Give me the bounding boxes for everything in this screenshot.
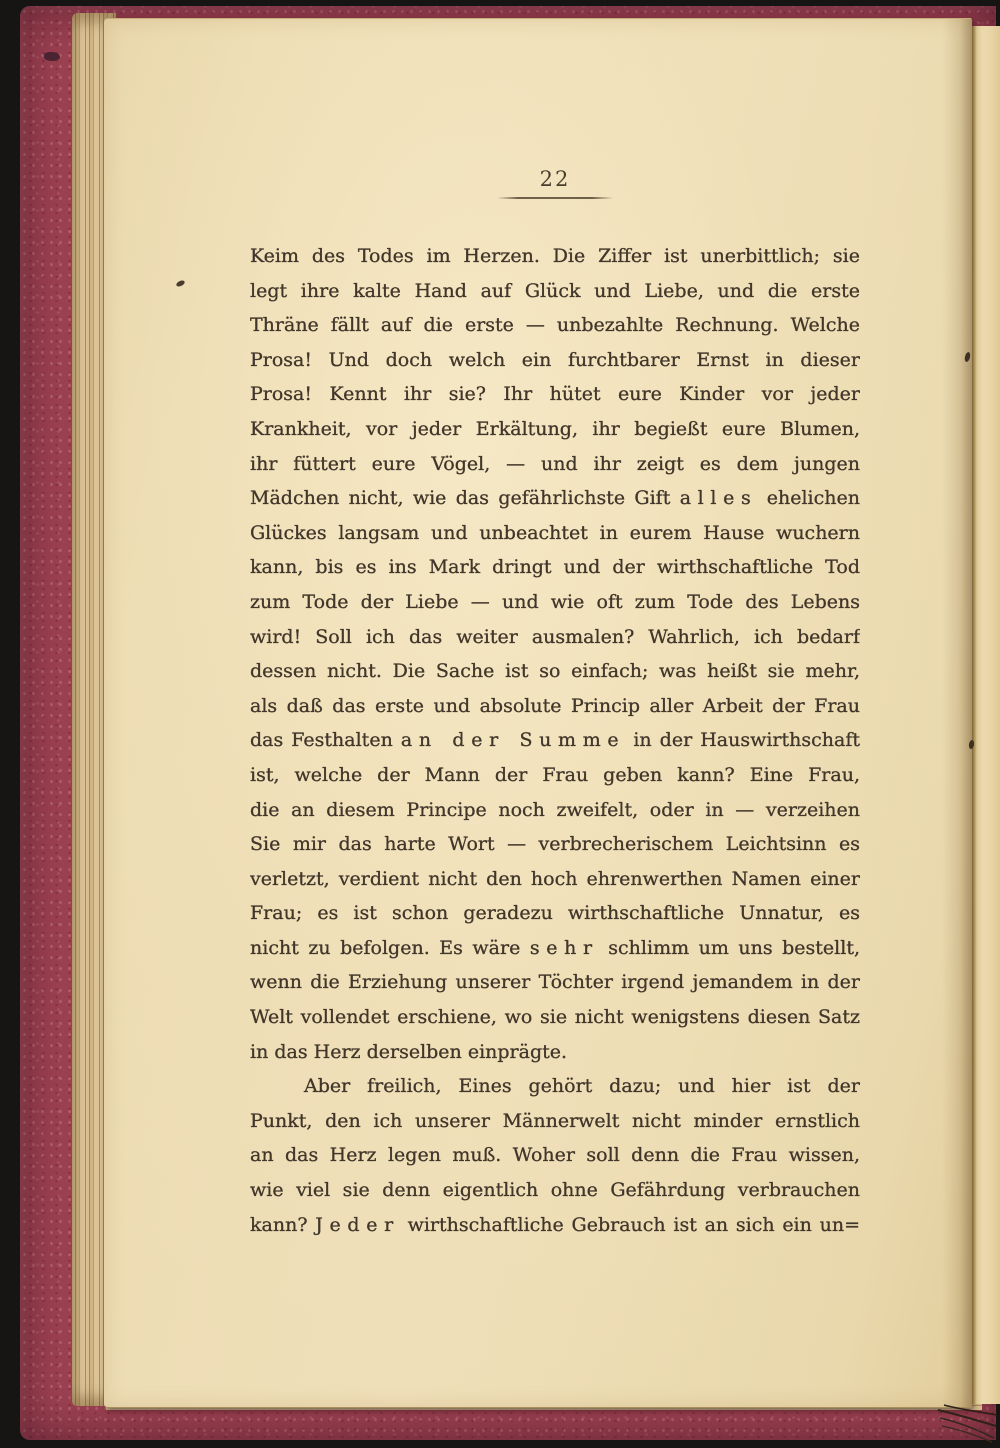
- text-line: Mädchen nicht, wie das gefährlichste Gift alles ehelichen: [250, 487, 860, 510]
- text-line: wird! Soll ich das weiter ausmalen? Wahrlich, ich bedarf: [250, 625, 860, 648]
- text-line: Thräne fällt auf die erste — unbezahlte Rechnung. Welche: [250, 314, 860, 337]
- page-number-rule: [497, 197, 613, 199]
- page-number: 22: [539, 167, 571, 191]
- text-line: kann, bis es ins Mark dringt und der wirthschaftliche Tod: [250, 556, 860, 579]
- text-line: Prosa! Und doch welch ein furchtbarer Ernst in dieser: [250, 348, 860, 371]
- text-line: dessen nicht. Die Sache ist so einfach; was heißt sie mehr,: [250, 660, 860, 683]
- text-line: als daß das erste und absolute Princip aller Arbeit der Frau: [250, 694, 860, 717]
- text-line: wie viel sie denn eigentlich ohne Gefährdung verbrauchen: [250, 1179, 860, 1202]
- text-line: ist, welche der Mann der Frau geben kann? Eine Frau,: [250, 763, 860, 786]
- text-line: Prosa! Kennt ihr sie? Ihr hütet eure Kinder vor jeder: [250, 383, 860, 406]
- text-line: Glückes langsam und unbeachtet in eurem Hause wuchern: [250, 521, 860, 544]
- text-line: wenn die Erziehung unserer Töchter irgend jemandem in der: [250, 971, 860, 994]
- text-line: verletzt, verdient nicht den hoch ehrenwerthen Namen einer: [250, 867, 860, 890]
- text-line: Frau; es ist schon geradezu wirthschaftliche Unnatur, es: [250, 902, 860, 925]
- text-line: in das Herz derselben einprägte.: [250, 1040, 568, 1063]
- text-line: das Festhalten an der Summe in der Hauswirthschaft: [250, 729, 860, 752]
- text-line: kann? Jeder wirthschaftliche Gebrauch ist an sich ein un=: [250, 1213, 860, 1236]
- page-header: [250, 167, 860, 199]
- binding-thread-tassel: [936, 1400, 1000, 1446]
- text-line: nicht zu befolgen. Es wäre sehr schlimm um uns bestellt,: [250, 936, 860, 959]
- text-line: Aber freilich, Eines gehört dazu; und hier ist der: [304, 1075, 860, 1098]
- text-line: an das Herz legen muß. Woher soll denn die Frau wissen,: [250, 1144, 860, 1167]
- text-line: Keim des Todes im Herzen. Die Ziffer ist unerbittlich; sie: [250, 245, 860, 267]
- text-line: legt ihre kalte Hand auf Glück und Liebe, und die erste: [250, 279, 860, 302]
- text-line: Sie mir das harte Wort — verbrecherischem Leichtsinn es: [250, 833, 860, 856]
- book-page: [104, 18, 972, 1408]
- text-line: Krankheit, vor jeder Erkältung, ihr begießt eure Blumen,: [250, 417, 860, 440]
- text-line: zum Tode der Liebe — und wie oft zum Tode des Lebens: [250, 590, 860, 613]
- text-line: ihr füttert eure Vögel, — und ihr zeigt es dem jungen: [250, 452, 860, 475]
- text-line: die an diesem Principe noch zweifelt, oder in — verzeihen: [250, 798, 860, 821]
- cover-wear-mark: [44, 52, 60, 61]
- text-line: Welt vollendet erschiene, wo sie nicht wenigstens diesen Satz: [250, 1006, 860, 1029]
- text-line: Punkt, den ich unserer Männerwelt nicht minder ernstlich: [250, 1109, 860, 1132]
- gutter-next-page: [972, 26, 1000, 1404]
- body-text-block: [250, 239, 860, 1242]
